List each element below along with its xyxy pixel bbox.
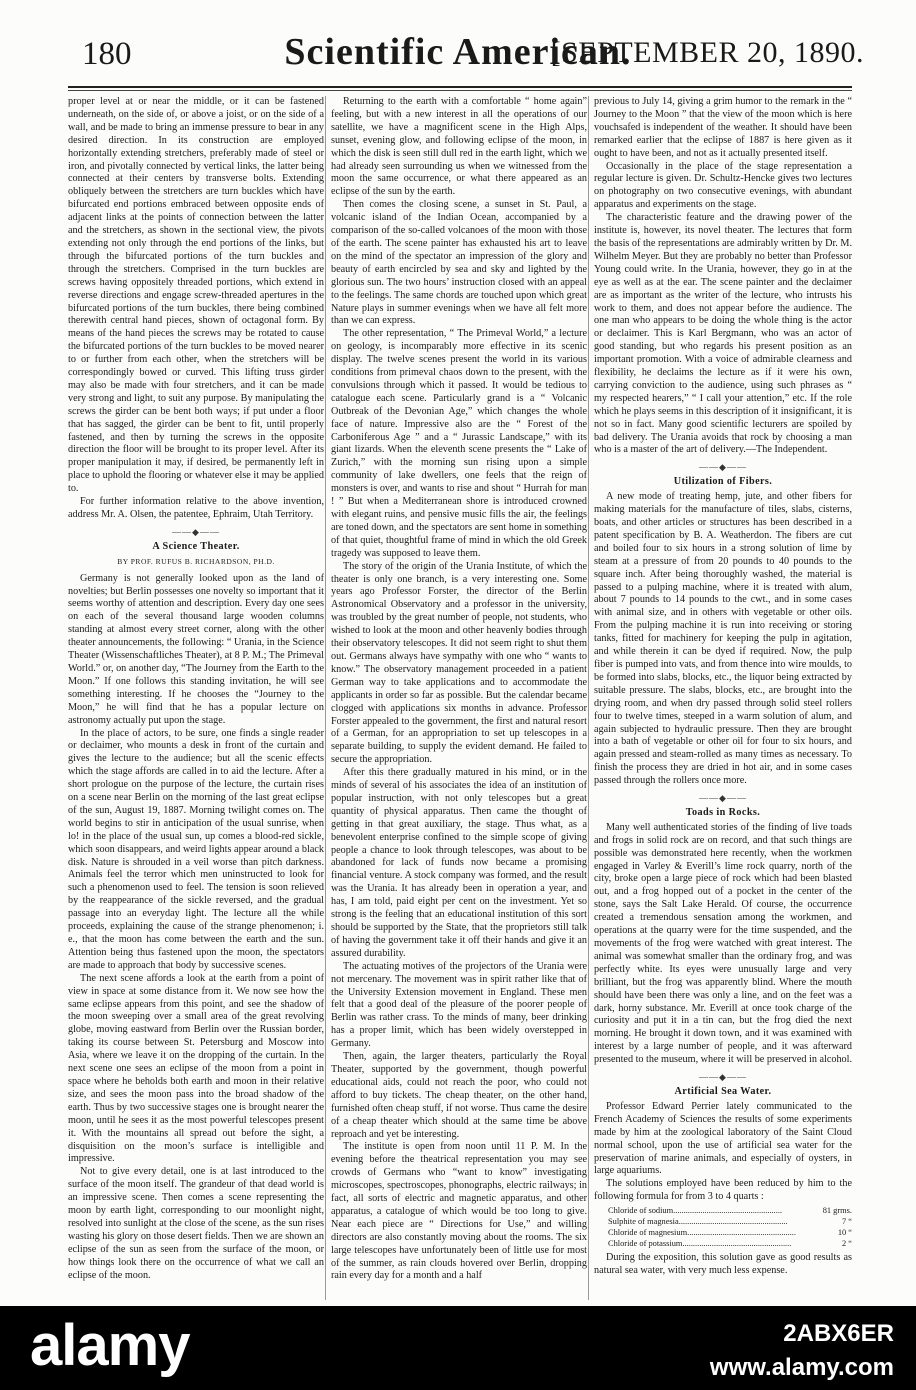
formula-row: Chloride of sodium .................................................... 81 grms.: [608, 1206, 852, 1216]
page-header: [0, 20, 916, 80]
formula-amount: 10 “: [837, 1228, 852, 1238]
paragraph: After this there gradually matured in his mind, or in the minds of several of his associates the idea of an institution of popular instruction, with not only telescopes but a great quantity of physical apparatus. Then came the thought of getting in that great auxiliary, the stage. Thus what, as a benevolent enterprise confined to the simple scope of giving people a chance to look through telescopes, was about to be abandoned for lack of funds now became a promising financial venture. A stock company was formed, and the result was the Urania. It has already been in operation a year, and has, I am told, paid eight per cent on the investment. Yet so strong is the feeling that an educational institution of this sort should be supported by the State, that the proprietors still talk of having the government take it off their hands and give it an assured durability.: [331, 767, 587, 959]
watermark-logo: alamy: [30, 1313, 190, 1378]
paragraph: For further information relative to the above invention, address Mr. A. Olsen, the patentee, Ephraim, Utah Territory.: [68, 496, 324, 520]
paragraph: Then comes the closing scene, a sunset in St. Paul, a volcanic island of the Indian Ocean, accompanied by a comparison of the so-called volcanoes of the moon with those of the earth. The scene painter has exhausted his art to leave on the mind of the spectator an impression of the glory and beauty of earth encircled by sea and sky and lighted by the glorious sun. The two hours’ instruction closed with an appeal to the feelings. The same chords are touched upon which great Nature plays in summer evenings when we have all felt more than we can express.: [331, 199, 587, 327]
paragraph: Germany is not generally looked upon as the land of novelties; but Berlin possesses one novelty so important that it seems worthy of attention and description. Every day one sees on each of the several thousand large wooden columns standing at almost every street corner, along with the other theater announcements, the following: “ Urania, in the Science Theater (Wissenschaftliches Theater), at 8 P. M.; The Primeval World.” or, on another day, “The Journey from the Earth to the Moon.” If one follows this standing invitation, he will see something interesting. If he chooses the “Journey to the Moon,” he will find that he has a popular lecture on astronomy actually put upon the stage.: [68, 572, 324, 726]
paragraph: proper level at or near the middle, or it can be fastened underneath, on the side of, or above a joist, or on the side of a wall, and be made to bring an immense pressure to bear in any desired direction. In its construction are employed horizontally extending stretchers, preferably made of steel or iron, and pivotally connected by vertical links, the latter being connected at their centers by transverse bolts. Extending obliquely between the stretchers are turn buckles which have bifurcated end portions embraced between opposite ends of adjacent links at the points of connection between the latter and the stretchers, as shown in the sectional view, the pivots extending not only through the end portions of the links, but through the bifurcated portions of the turn buckles and through the stretchers. Comprised in the turn buckles are screws having oppositely threaded portions, which extend in reverse directions and engage screw-threaded apertures in the bifurcated portions of the turn buckles, there being combined therewith central hand pieces, shown of octagonal form. By means of the hand pieces the screws may be rotated to cause the bifurcated portions of the turn buckles to be moved nearer to or further from each other, when the stretchers will be correspondingly bowed or curved. This lifting truss girder may also be made with four stretchers, and it can be made very strong and light, to suit any purpose. By manipulating the screws the girder can be bent both ways; if put under a floor that has sagged, the girder can be bent to fit, until properly fastened, and then by turning the screws in the opposite direction the floor will be brought to its proper level. After its proper manipulation it may, if desired, be permanently left in place to uphold the flooring or whatever else it may be applied to.: [68, 96, 324, 495]
section-separator: ——◆——: [699, 793, 747, 804]
paragraph: A new mode of treating hemp, jute, and other fibers for making materials for the manufacture of tiles, slabs, cisterns, boats, and other articles or structures has been described in a patent specification by B. A. Weatherdon. The fibers are cut and boiled four to six hours in a strong solution of lime by steam at a pressure of from 20 pounds to 40 pounds to the square inch. After being thoroughly washed, the material is passed to a pulping machine, where it is treated with alum, about 7 pounds to 14 pounds to the cwt., and in some cases with animal size, and in others with vegetable or other oils. From the pulping machine it is run into receiving or storing tanks, fitted for machinery for keeping the pulp in agitation, and while therein it can be dyed if required. Now, the pulp fiber is pumped into vats, and from thence into wire moulds, to be formed into slabs, blocks, etc., the liquor being extracted by suitable pressure. The slabs, blocks, etc., are brought into the drying room, and when dry passed through solid steel rollers four to twelve times, steeped in a warm solution of alum, and again subjected to hydraulic pressure. Then they are brought into a bath of vegetable or other oil for four to six hours, and again pressed and steam-rolled as many times as necessary. To finish the process they are dried in hot air, and in some cases passed through the rollers once more.: [594, 491, 852, 787]
formula-ingredient: Chloride of potassium: [608, 1239, 683, 1249]
article-heading-science-theater: A Science Theater.: [152, 540, 240, 552]
paragraph: Occasionally in the place of the stage representation a regular lecture is given. Dr. Schultz-Hencke gives two lectures on photography on two consecutive evenings, with abundant apparatus and experiments on the stage.: [594, 160, 852, 211]
formula-amount: 2 “: [842, 1239, 852, 1249]
paragraph: The actuating motives of the projectors of the Urania were not mercenary. The movement was in spirit rather like that of the University Extension movement in England. These men felt that a good deal of the pleasure of the poorer people of Berlin was rather crass. To the minds of many, beer drinking has a proper limit, which has been widely overstepped in Germany.: [331, 960, 587, 1050]
section-separator: ——◆——: [172, 526, 220, 537]
formula-row: Chloride of magnesium .................................................... 10 “: [608, 1228, 852, 1238]
formula-row: Chloride of potassium .................................................... 2 “: [608, 1239, 852, 1249]
article-heading-sea-water: Artificial Sea Water.: [674, 1085, 772, 1097]
formula-ingredient: Chloride of sodium: [608, 1206, 674, 1216]
paragraph: The next scene affords a look at the earth from a point of view in space at some distance from it. We now see how the same eclipse appears from this point, and see the shadow of the moon sweeping over a small area of the great revolving globe, moving eastward from Berlin over the Russian border, taking its course between St. Petersburg and Moscow into Asia, where we leave it on the dropping of the curtain. In the next scene one sees an eclipse of the moon from a point in space where he beholds both earth and moon in their relative size, and sees the moon pass into the broad shadow of the earth. Thus by two successive stages one is brought nearer the moon, until he sees it as the most powerful telescopes present it. With the mountains all spread out before the sight, a disquisition on the moon’s surface is intelligible and impressive.: [68, 972, 324, 1165]
header-rule-thin: [68, 90, 852, 91]
paragraph: previous to July 14, giving a grim humor to the remark in the “ Journey to the Moon ” that the view of the moon which is here vouchsafed is independent of the weather. It should have been remarked earlier that the eclipse of 1887 is here given as it ought to have been, and not as it actually presented itself.: [594, 96, 852, 159]
paragraph: The institute is open from noon until 11 P. M. In the evening before the theatrical representation you may see crowds of Germans who “want to know” investigating microscopes, spectroscopes, phonographs, electric railways; in fact, all sorts of electric and magnetic apparatus, and other apparatus, a catalogue of which would be too long to give. Near each piece are “ Directions for Use,” and willing directors are also constantly moving about the rooms. The six large telescopes have unfortunately been of little use for most of the summer, as rain clouds hovered over Berlin, dropping rain every day for a month and a half: [331, 1141, 587, 1282]
formula-ingredient: Chloride of magnesium: [608, 1228, 688, 1238]
paragraph: Returning to the earth with a comfortable “ home again” feeling, but with a new interest in all the operations of our satellite, we have a magnificent scene in the High Alps, sunset, evening glow, and following eclipse of the moon, in which the disk is seen still dull red in the earth light, which we had already seen surrounding us when we witnessed from the moon the same occurrence, or what there appeared as an eclipse of the sun by the earth.: [331, 96, 587, 198]
formula-amount: 81 grms.: [822, 1206, 852, 1216]
section-separator: ——◆——: [699, 462, 747, 473]
masthead-title: Scientific American.: [284, 31, 632, 73]
column-2: [331, 96, 587, 1302]
watermark-url: www.alamy.com: [709, 1354, 894, 1381]
paragraph: During the exposition, this solution gave as good results as natural sea water, with very much less expense.: [594, 1252, 852, 1277]
column-1: [68, 96, 324, 1302]
page-number: 180: [82, 36, 132, 72]
paragraph: The solutions employed have been reduced by him to the following formula for from 3 to 4 quarts :: [594, 1178, 852, 1203]
watermark-band: [0, 1306, 916, 1390]
article-byline: BY PROF. RUFUS B. RICHARDSON, PH.D.: [117, 556, 275, 566]
paragraph: The story of the origin of the Urania Institute, of which the theater is only one branch, is a very interesting one. Some years ago Professor Forster, the director of the Berlin Astronomical Observatory and a professor in the university, was troubled by the great number of people, not students, who wished to look at the moon and other heavenly bodies through their observatory telescopes. It did not seem right to shut them out. Germans always have sympathy with one who “ wants to know.” The observatory management proceeded in a patient German way to take applications and to accommodate the applicants in order so far as possible. But the calendar became clogged with applications six months in advance. Professor Forster appealed to the government, the first and natural resort of a German, for an appropriation to set up telescopes in a separate building, to supply the evident demand. He failed to secure the appropriation.: [331, 560, 587, 766]
header-rule: [68, 86, 852, 88]
paragraph: Not to give every detail, one is at last introduced to the surface of the moon itself. The grandeur of that dead world is an impressive scene. Then comes a scene representing the moon by earth light, corresponding to our moonlight night, resolved into sunlight at the close of the scene, as the sun rises wasting his glory on those desert fields. Then we are shown an eclipse of the sun as seen from the surface of the moon, or how things look there on the occurrence of what we call an eclipse of the moon.: [68, 1166, 324, 1281]
column-divider: [325, 96, 326, 1300]
formula-table: [608, 1205, 852, 1249]
section-separator: ——◆——: [699, 1072, 747, 1083]
formula-amount: 7 “: [842, 1217, 852, 1227]
formula-ingredient: Sulphite of magnesia: [608, 1217, 679, 1227]
watermark-image-id: 2ABX6ER: [783, 1320, 894, 1347]
paragraph: In the place of actors, to be sure, one finds a single reader or declaimer, who mounts a desk in front of the curtain and gives the lecture to the audience; but all the scenic effects which the stage affords are called in to aid the lecture. After a short prologue on the purpose of the lecture, the curtain rises on a scene near Berlin on the morning of the last great eclipse of the sun, August 19, 1887. Morning twilight comes on. The world begins to stir in anticipation of the usual sunrise, when lo! in the place of the usual sun, up comes a blood-red sickle, which soon disappears, and weird lights appear around a black disk. Nature is shrouded in a veil worse than pitch darkness. Animals feel the terror which men uninstructed to look for such a phenomenon used to feel. The tension is soon relieved by the reappearance of the sickle reversed, and the gradual passage into an everyday light. The lecture all the while proceeds, explaining the cause of the strange phenomenon; i. e., that the moon has come between the earth and the sun. Attention being thus fastened upon the moon, the spectators are made to approach that body by successive scenes.: [68, 727, 324, 971]
paragraph: Many well authenticated stories of the finding of live toads and frogs in solid rock are on record, and that such things are possible was demonstrated here recently, when the workmen engaged in Varley & Everill’s lime rock quarry, north of the city, broke open a large piece of rock which had been blasted out, and a frog hopped out of a pocket in the center of the stone, says the Salt Lake Herald. Of course, the occurrence created a tremendous sensation among the workmen, and operations at the quarry were for the time suspended, and the movements of the frog were watched with great interest. The animal was somewhat smaller than the ordinary frog, and was perfectly white. Its eyes were unusually large and very brilliant, but the frog was apparently blind. Where the mouth should have been there was only a line, and on the feet was a dark, horny substance. Mr. Everill at once took charge of the curiosity and put it in a tin can, but the frog died the next morning. He brought it down town, and it was examined with interest by a large number of people, and it was afterward presented to the museum, where it will be preserved in alcohol.: [594, 821, 852, 1066]
article-heading-toads: Toads in Rocks.: [685, 806, 761, 818]
column-3: [594, 96, 852, 1302]
issue-date: [SEPTEMBER 20, 1890.: [550, 36, 864, 69]
paragraph: The other representation, “ The Primeval World,” a lecture on geology, is incomparably more effective in its scenic display. The twelve scenes present the world in its various conditions from primeval chaos down to the present, with the convulsions through which it passed. It would be tedious to catalogue each scene. Particularly grand is a “ Volcanic Outbreak of the Devonian Age,” which changes the whole face of nature. Impressive also are the “ Forest of the Carboniferous Age ” and a “ Jurassic Landscape,” with its giant lizards. When the eleventh scene presents the “ Lake of Zurich,” with the morning sun rising upon a simple community of lake dwellers, one feels that the reign of monsters is over, and wants to rise and shout “ Hurrah for man ! ” But when a Mediterranean shore is introduced crowned with elegant ruins, and pensive music fills the air, the feelings are toned down, and the spectators are sent home in something of that quiet, thoughtful frame of mind in which the old Greek tragedy was supposed to leave them.: [331, 328, 587, 559]
column-divider: [588, 96, 589, 1300]
paragraph: Professor Edward Perrier lately communicated to the French Academy of Sciences the results of some experiments made by him at the zoological laboratory of the Saint Cloud normal school, upon the use of artificial sea water for the preservation of marine animals, and especially of oysters, in large aquariums.: [594, 1100, 852, 1177]
article-heading-fibers: Utilization of Fibers.: [673, 476, 773, 488]
paragraph: The characteristic feature and the drawing power of the institute is, however, its novel theater. The lectures that form the basis of the representations are admirably written by Dr. M. Wilhelm Meyer. But they are probably no better than Professor Young could write. In the Urania, however, they go in at the eye as well as at the ear. The scene painter and the declaimer are as important as the writer of the lecture, who intrusts his work to them, and does not appear before the audience. The one man who appears to be doing the whole thing is the actor or declaimer. This is Karl Bergmann, who was an actor of good standing, but who regards his present position as an important promotion. With a voice of admirable clearness and flexibility, he declaims the lecture as if it were his own, carrying conviction to the audience, using such phrases as “ my respected hearers,” “ I call your attention,” etc. If the role which he plays seems in this description of it insignificant, it is not so in fact. Many good scientific lecturers are spoiled by bad delivery. The Urania avoids that rock by choosing a man who is a master of the art of delivery.—The Independent.: [594, 212, 852, 456]
paragraph: Then, again, the larger theaters, particularly the Royal Theater, supported by the government, though powerful educational aids, could not reach the poor, who could not afford to buy tickets. The cheap theater, on the other hand, furnished often cheap stuff, if not worse. Thus came the desire of a cheap theater which should at the same time be above reproach and yet be interesting.: [331, 1051, 587, 1140]
formula-row: Sulphite of magnesia .................................................... 7 “: [608, 1217, 852, 1227]
